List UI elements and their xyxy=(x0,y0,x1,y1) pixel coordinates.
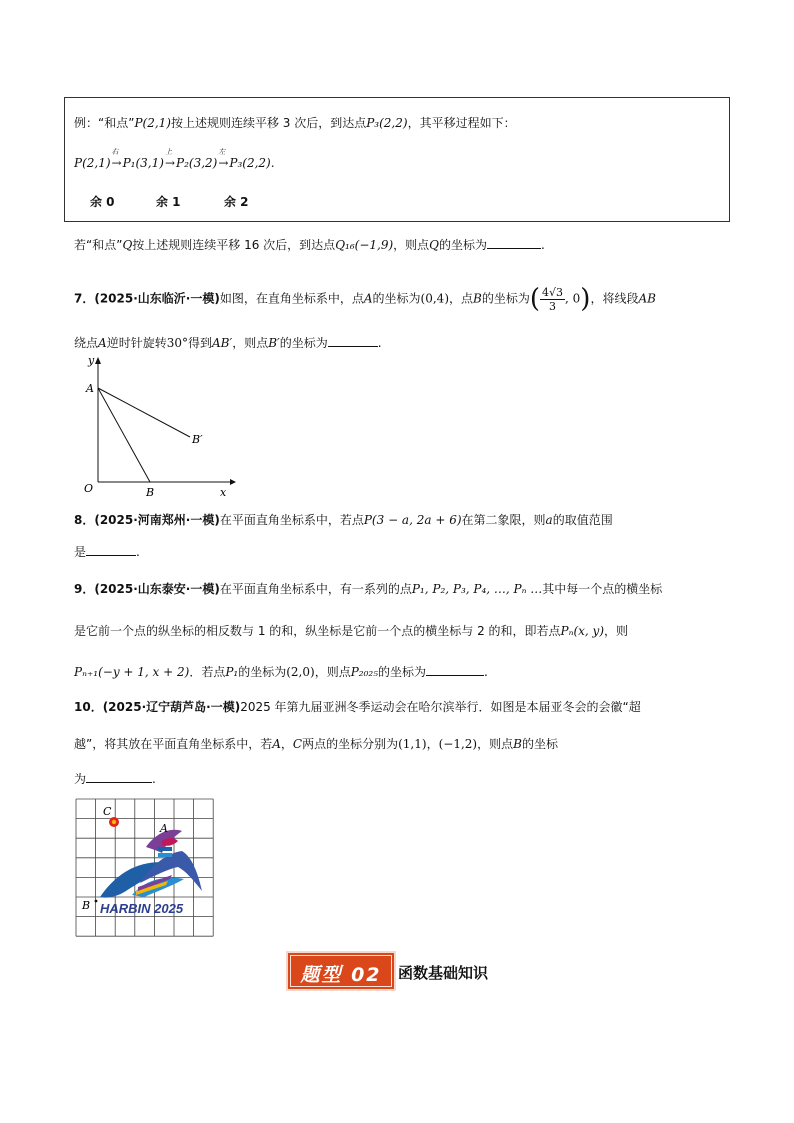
x-axis-arrow xyxy=(230,479,236,485)
q8-line-1: 8．(2025·河南郑州·一模)在平面直角坐标系中，若点P(3 − a, 2a + 6)在第二象限，则a的取值范围 xyxy=(74,513,613,527)
q9-line-3: Pₙ₊₁(−y + 1, x + 2)．若点P₁的坐标为(2,0)，则点P₂₀₂₅的坐标为 . xyxy=(74,665,488,679)
y-axis-arrow xyxy=(95,357,101,364)
q10-line-2: 越”，将其放在平面直角坐标系中，若A，C两点的坐标分别为(1,1)，(−1,2)，则点B的坐标 xyxy=(74,737,558,751)
point-Bprime-label: B′ xyxy=(192,433,203,446)
section-badge xyxy=(286,951,396,991)
y-label: y xyxy=(88,354,95,367)
q9-line-2: 是它前一个点的纵坐标的相反数与 1 的和，纵坐标是它前一个点的横坐标与 2 的和，即若点Pₙ(x, y)，则 xyxy=(74,624,629,638)
answer-blank-q9[interactable] xyxy=(426,663,484,676)
answer-blank-q8[interactable] xyxy=(86,543,136,556)
fraction-4root3-over-3: $\frac{4√3}{3}$ xyxy=(542,285,564,313)
q9-line-1: 9．(2025·山东泰安·一模)在平面直角坐标系中，有一系列的点P₁, P₂, P₃, P₄, …, Pₙ …其中每一个点的横坐标 xyxy=(74,582,663,596)
remainder-2: 余 2 xyxy=(224,195,249,209)
q10-line-3: 为 . xyxy=(74,772,156,786)
q7-line-2: 绕点A逆时针旋转30°得到AB′，则点B′的坐标为 . xyxy=(74,336,382,350)
q10-line-1: 10．(2025·辽宁葫芦岛·一模)2025 年第九届亚洲冬季运动会在哈尔滨举行．如图是本届亚冬会的会徽“超 xyxy=(74,700,641,714)
section-title: 函数基础知识 xyxy=(398,964,489,982)
point-B-dot xyxy=(95,900,98,903)
logo-stripe-lightblue xyxy=(158,853,172,857)
q8-line-2: 是 . xyxy=(74,545,140,559)
example-line-1: 例：“和点”P(2,1)按上述规则连续平移 3 次后，到达点P₃(2,2)，其平移过程如下： xyxy=(74,116,516,130)
translation-chain: P(2,1) 右 →P₁(3,1) 上 →P₂(3,2) 左 →P₃(2,2). xyxy=(74,148,275,170)
remainder-0: 余 0 xyxy=(90,195,115,209)
point-B-label: B xyxy=(82,899,91,912)
logo-snowflake-center xyxy=(112,820,116,824)
figure-q7-axes xyxy=(68,352,243,502)
figure-q10-grid xyxy=(74,797,216,937)
origin-label: O xyxy=(84,482,94,495)
point-A-label: A xyxy=(160,822,168,835)
logo-stripe-blue xyxy=(158,847,172,851)
x-label: x xyxy=(220,486,227,499)
section-badge-label: 题型 02 xyxy=(300,964,382,986)
point-A-label: A xyxy=(86,382,94,395)
q7-line-1: 7．(2025·山东临沂·一模)如图，在直角坐标系中，点A的坐标为(0,4)，点B的坐标为( $\frac{4√3}{3}$ , 0)，将线段AB xyxy=(74,284,656,314)
point-B-label: B xyxy=(146,486,155,499)
answer-blank-q10[interactable] xyxy=(86,770,152,783)
q6-tail: 若“和点”Q按上述规则连续平移 16 次后，到达点Q₁₆(−1,9)，则点Q的坐标为 . xyxy=(74,238,545,252)
point-C-label: C xyxy=(103,805,112,818)
remainder-1: 余 1 xyxy=(156,195,181,209)
logo-text-harbin: HARBIN 2025 xyxy=(100,901,184,916)
answer-blank-q7[interactable] xyxy=(328,334,378,347)
answer-blank-q6[interactable] xyxy=(487,236,541,249)
